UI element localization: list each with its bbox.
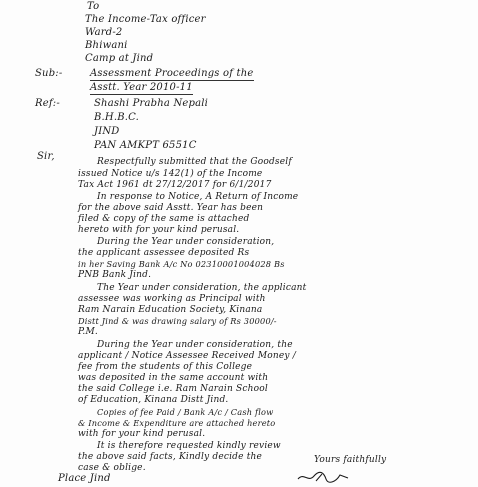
p3-line: The Year under consideration, the applicant: [97, 283, 307, 293]
reference-line-org: B.H.B.C.: [94, 112, 140, 123]
address-line-officer: The Income-Tax officer: [85, 14, 206, 25]
subject-label: Sub:-: [35, 68, 63, 79]
p1-line: In response to Notice, A Return of Income: [97, 192, 299, 202]
address-to: To: [87, 1, 100, 12]
address-line-camp: Camp at Jind: [85, 53, 154, 64]
reference-label: Ref:-: [35, 98, 60, 109]
place: Place Jind: [58, 473, 111, 484]
p4-line: fee from the students of this College: [78, 362, 253, 372]
p2-line: PNB Bank Jind.: [78, 270, 152, 280]
subject-line-1: Assessment Proceedings of the: [90, 68, 254, 79]
closing: Yours faithfully: [314, 455, 387, 465]
p1-line: issued Notice u/s 142(1) of the Income: [78, 169, 263, 179]
p1-line: filed & copy of the same is attached: [78, 214, 250, 224]
p4-line: During the Year under consideration, the: [97, 340, 293, 350]
p1-line: hereto with for your kind perusal.: [78, 225, 240, 235]
reference-line-city: JIND: [94, 126, 120, 137]
p6-line: the above said facts, Kindly decide the: [78, 452, 263, 462]
address-line-city: Bhiwani: [85, 40, 128, 51]
p4-line: applicant / Notice Assessee Received Money /: [78, 351, 296, 361]
p3-line: Ram Narain Education Society, Kinana: [78, 305, 263, 315]
reference-line-name: Shashi Prabha Nepali: [94, 98, 209, 109]
p4-line: of Education, Kinana Distt Jind.: [78, 395, 229, 405]
p1-line: for the above said Asstt. Year has been: [78, 203, 264, 213]
p2-line: in her Saving Bank A/c No 02310001004028 Bs: [78, 259, 285, 269]
p3-line: Distt Jind & was drawing salary of Rs 30000/-: [78, 316, 277, 326]
p5-line: with for your kind perusal.: [78, 429, 206, 439]
reference-line-pan: PAN AMKPT 6551C: [94, 140, 197, 151]
p4-line: was deposited in the same account with: [78, 373, 269, 383]
p5-line: Copies of fee Paid / Bank A/c / Cash flow: [97, 407, 274, 417]
p2-line: the applicant assessee deposited Rs: [78, 248, 250, 258]
salutation: Sir,: [37, 151, 55, 162]
subject-line-2: Asstt. Year 2010-11: [90, 82, 193, 93]
p6-line: It is therefore requested kindly review: [97, 441, 281, 451]
p6-line: case & oblige.: [78, 463, 146, 473]
signature-scribble: [296, 470, 356, 484]
p3-line: assessee was working as Principal with: [78, 294, 266, 304]
address-line-ward: Ward-2: [85, 27, 123, 38]
p3-line: P.M.: [78, 327, 98, 337]
p5-line: & Income & Expenditure are attached hereto: [78, 418, 276, 428]
p1-line: Respectfully submitted that the Goodself: [97, 157, 292, 167]
p1-line: Tax Act 1961 dt 27/12/2017 for 6/1/2017: [78, 180, 272, 190]
p4-line: the said College i.e. Ram Narain School: [78, 384, 268, 394]
p2-line: During the Year under consideration,: [97, 237, 275, 247]
